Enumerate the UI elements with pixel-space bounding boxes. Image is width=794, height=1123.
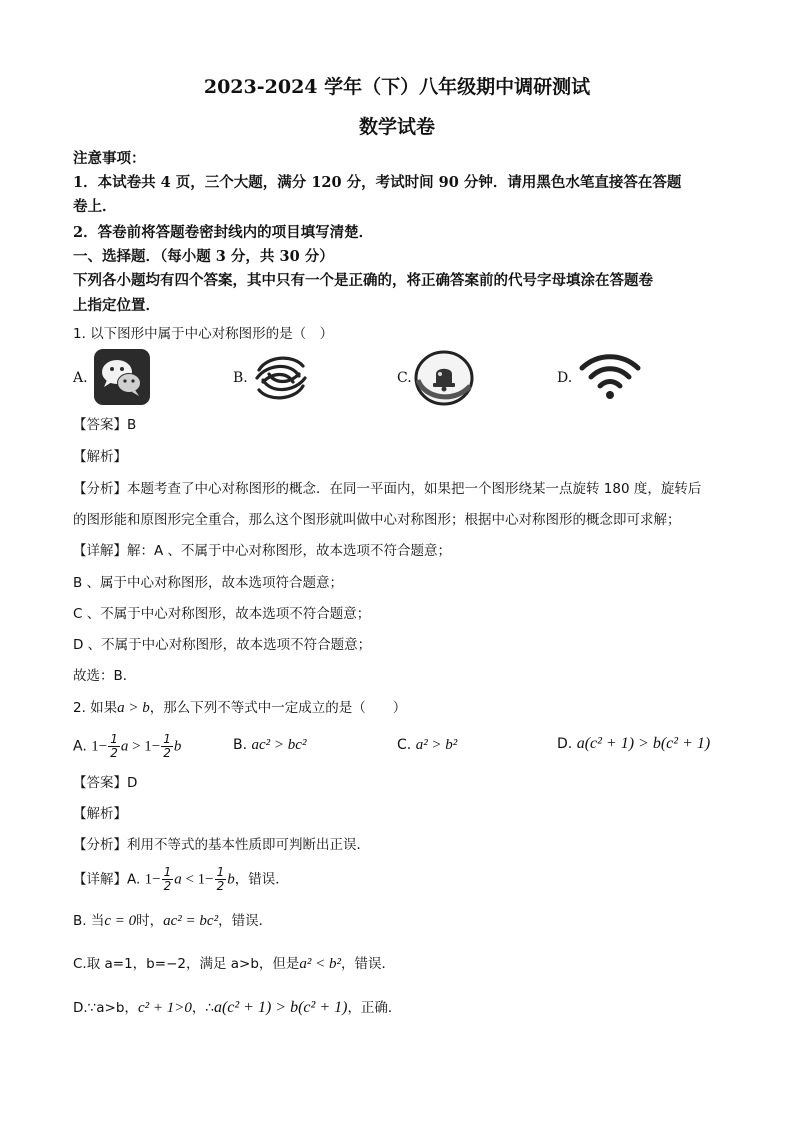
q2-answer: 【答案】D	[73, 775, 138, 791]
q2-d-condition: c² + 1>0	[137, 1000, 192, 1016]
exam-title: 2023-2024 学年（下）八年级期中调研测试	[203, 76, 591, 98]
q2-c-expr: a² < b²	[299, 956, 342, 972]
q2-option-c-label: C.	[397, 737, 412, 753]
q2-analysis-label: 【解析】	[73, 806, 127, 822]
q2-stem-prefix: 2. 如果	[73, 700, 118, 716]
wechat-logo-icon	[93, 348, 151, 410]
q2-option-a: A. 1− $\frac{1}{2}$ a > 1− $\frac{1}{2}$ b	[73, 732, 182, 760]
q2-c-text: C.取 a=1，b=−2，满足 a>b，但是	[73, 956, 300, 972]
q2-option-d	[557, 735, 710, 753]
q1-xiangjie-a: 【详解】解：A 、不属于中心对称图形，故本选项不符合题意；	[73, 543, 452, 559]
q2-option-b-expr: ac² > bc²	[251, 737, 307, 753]
q2-xiangjie-suffix: ，错误．	[234, 871, 289, 888]
q2-option-b	[233, 737, 306, 754]
q2-option-d-expr: a(c² + 1) > b(c² + 1)	[576, 735, 711, 752]
q2-b-prefix: B. 当	[73, 913, 105, 929]
q2-option-d-label: D.	[557, 736, 573, 752]
q1-option-a-label: A.	[73, 370, 88, 386]
section-instruction-cont: 上指定位置．	[73, 297, 160, 314]
q2-fenxi: 【分析】利用不等式的基本性质即可判断出正误．	[73, 837, 370, 853]
section-heading: 一、选择题．（每小题 3 分，共 30 分）	[73, 248, 334, 265]
q2-option-b-label: B.	[233, 737, 248, 753]
q2-xiangjie-prefix: 【详解】A.	[73, 871, 141, 888]
q2-option-a-label: A.	[73, 738, 87, 755]
q2-stem	[73, 697, 733, 719]
q2-d-suffix: ，正确．	[347, 1000, 402, 1016]
notice-item-2: 2．答卷前将答题卷密封线内的项目填写清楚．	[73, 224, 374, 241]
notice-item-1: 1．本试卷共 4 页，三个大题，满分 120 分，考试时间 90 分钟．请用黑色水笔直接答在答题	[73, 174, 682, 191]
q2-stem-suffix: ，那么下列不等式中一定成立的是（ ）	[149, 700, 407, 716]
exam-subtitle: 数学试卷	[358, 116, 435, 138]
q1-xiangjie-b: B 、属于中心对称图形，故本选项符合题意；	[73, 575, 344, 591]
q2-xiangjie-a: 【详解】A. 1− $\frac{1}{2}$ a < 1− $\frac{1}{2}$ b，错误．	[73, 865, 289, 893]
q2-d-expr: a(c² + 1) > b(c² + 1)	[213, 999, 348, 1016]
q1-analysis-label: 【解析】	[73, 449, 127, 465]
q1-fenxi-line-2: 的图形能和原图形完全重合，那么这个图形就叫做中心对称图形；根据中心对称图形的概念即可求解；	[73, 512, 681, 528]
q2-b-suffix: ，错误．	[218, 913, 273, 929]
china-mobile-logo-icon	[253, 352, 309, 408]
q2-d-mid: ，∴	[191, 1000, 214, 1016]
q2-b-condition: c = 0	[104, 913, 137, 929]
q1-xiangjie-c: C 、不属于中心对称图形，故本选项不符合题意；	[73, 606, 371, 622]
bell-emblem-icon	[414, 350, 474, 410]
q1-option-d-label: D.	[557, 370, 573, 386]
q2-xiangjie-b	[73, 910, 733, 932]
wifi-icon	[578, 352, 642, 406]
q2-stem-condition: a > b	[117, 700, 150, 716]
q2-b-mid: 时，	[136, 913, 164, 929]
q1-option-c-label: C.	[397, 370, 412, 386]
section-instruction: 下列各小题均有四个答案，其中只有一个是正确的，将正确答案前的代号字母填涂在答题卷	[73, 272, 653, 289]
notice-item-1-cont: 卷上．	[73, 198, 117, 215]
q1-conclusion: 故选：B．	[73, 668, 137, 684]
q1-fenxi-line-1: 【分析】本题考查了中心对称图形的概念．在同一平面内，如果把一个图形绕某一点旋转 180 度，旋转后	[73, 481, 702, 497]
q1-answer: 【答案】B	[73, 417, 137, 433]
q1-xiangjie-d: D 、不属于中心对称图形，故本选项不符合题意；	[73, 637, 372, 653]
q2-d-prefix: D.∵a>b，	[73, 1000, 138, 1016]
q2-c-suffix: ，错误．	[341, 956, 396, 972]
q2-b-expr: ac² = bc²	[163, 913, 219, 929]
q2-xiangjie-d	[73, 997, 733, 1019]
q2-xiangjie-c	[73, 953, 733, 975]
q1-stem: 1. 以下图形中属于中心对称图形的是（ ）	[73, 326, 334, 342]
notice-heading: 注意事项：	[73, 150, 146, 167]
q1-option-b-label: B.	[233, 370, 248, 386]
q2-option-c	[397, 737, 457, 754]
q2-option-c-expr: a² > b²	[415, 737, 458, 753]
